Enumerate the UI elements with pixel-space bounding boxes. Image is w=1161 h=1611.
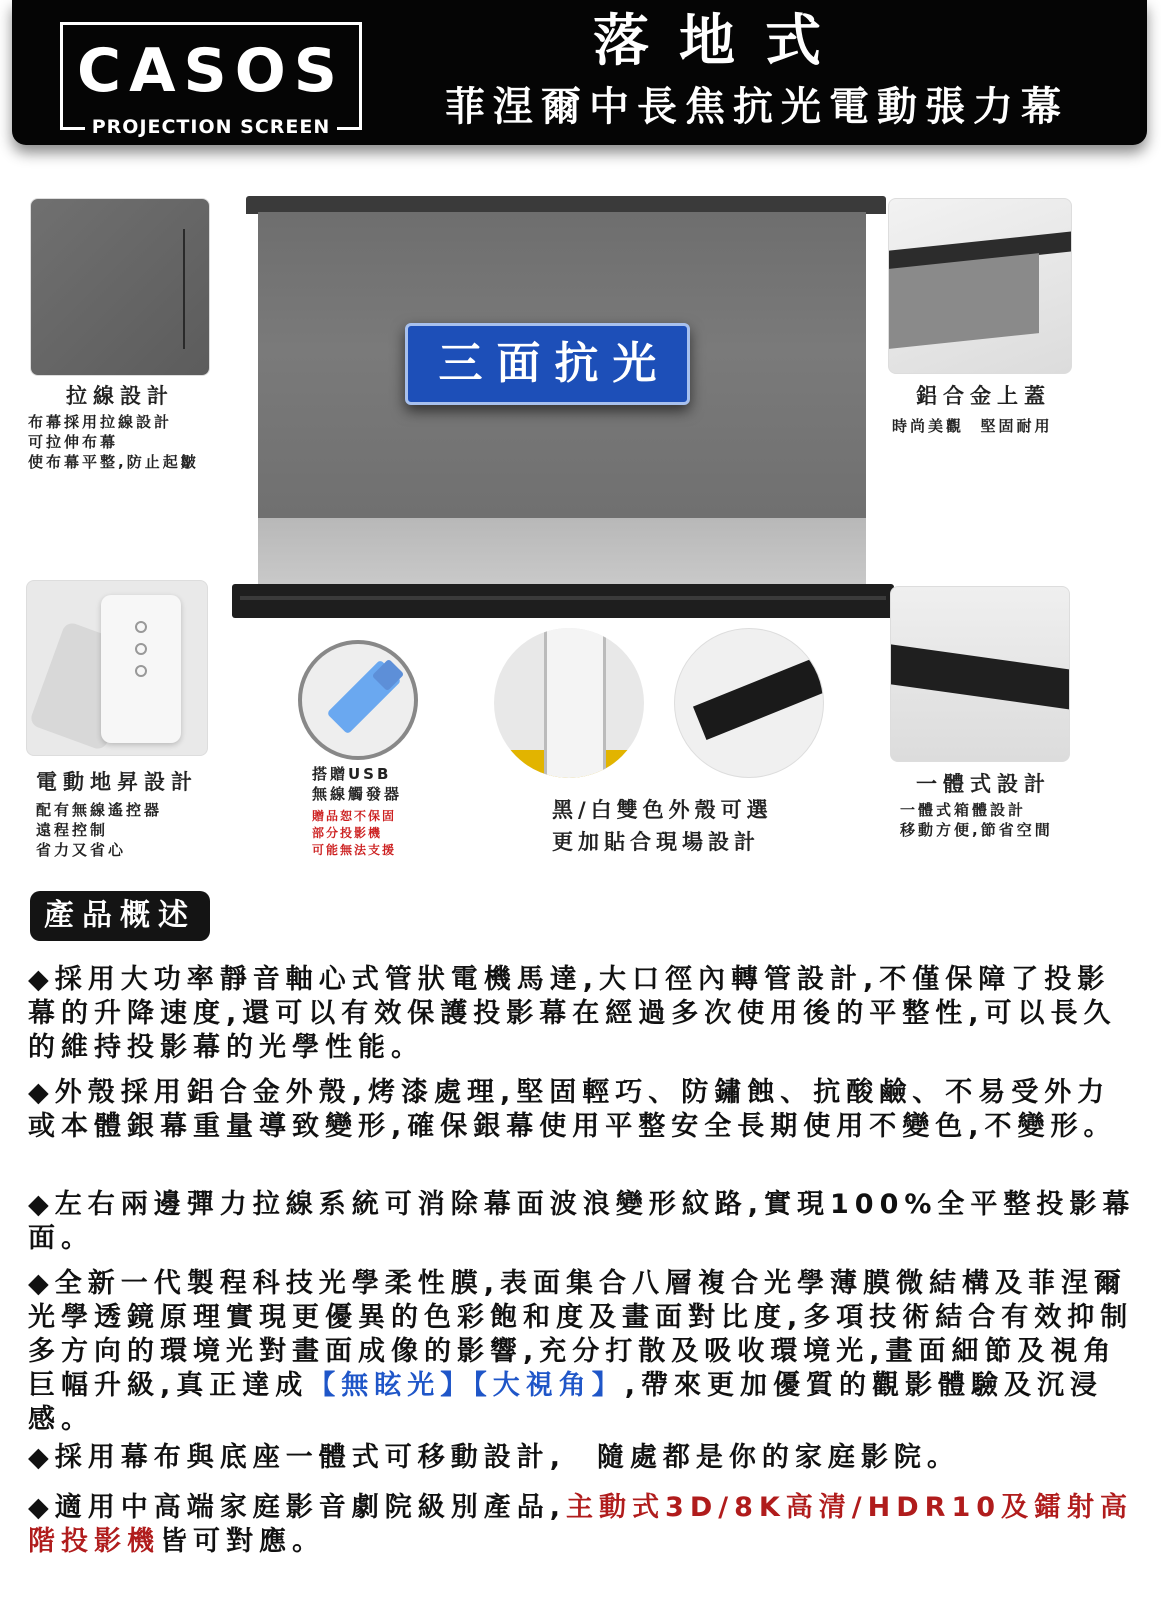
motor-desc (36, 800, 162, 860)
screen-base (232, 584, 894, 618)
remote-photo (26, 580, 208, 756)
overview-paragraph-4 (28, 1267, 1138, 1437)
remote-button-icon (135, 665, 147, 677)
color-desc (552, 794, 773, 858)
motor-line-2: 遠程控制 (36, 821, 109, 839)
integrated-title: 一體式設計 (916, 772, 1051, 796)
usb-line-1: 搭贈USB (312, 765, 392, 783)
p4-text-b: ,帶來更加優質的觀影體驗及沉浸感。 (28, 1370, 1104, 1435)
motor-line-1: 配有無線遙控器 (36, 801, 163, 819)
overview-paragraph-5: ◆採用幕布與底座一體式可移動設計, 隨處都是你的家庭影院。 (28, 1442, 960, 1473)
integrated-desc (900, 800, 1053, 840)
tension-line-3: 使布幕平整,防止起皺 (28, 453, 199, 471)
overview-paragraph-1: ◆採用大功率靜音軸心式管狀電機馬達,大口徑內轉管設計,不僅保障了投影幕的升降速度,還可以有效保護投影幕在經過多次使用後的平整性,可以長久的維持投影幕的光學性能。 (28, 964, 1117, 1063)
overview-tag: 產品概述 (30, 891, 210, 941)
anti-light-badge: 三面抗光 (405, 323, 690, 405)
usb-note-1: 贈品恕不保固 (312, 809, 397, 823)
usb-notes (312, 808, 396, 859)
p6-highlight-1: 主動式3D/8K高清/HDR10及 (566, 1492, 1035, 1523)
usb-photo (298, 640, 418, 760)
cover-title: 鋁合金上蓋 (916, 384, 1051, 408)
usb-note-3: 可能無法支援 (312, 843, 397, 857)
p4-text-a: ◆全新一代製程科技光學柔性膜,表面集合八層複合光學薄膜微結構及菲涅爾光學透鏡原理實現更優異的色彩飽和度及畫面對比度,多項技術結合有效抑制多方向的環境光對畫面成像的影響,充分打散及吸收環境光,畫面細節及視角巨幅升級,真正達成 (28, 1268, 1134, 1401)
integrated-line-1: 一體式箱體設計 (900, 801, 1027, 819)
integrated-line-2: 移動方便,節省空間 (900, 821, 1053, 839)
screen-lower-panel (258, 518, 866, 586)
remote-button-icon (135, 643, 147, 655)
cover-desc: 時尚美觀 堅固耐用 (892, 417, 1053, 435)
color-line-1: 黑/白雙色外殼可選 (552, 798, 773, 822)
motor-title: 電動地昇設計 (36, 770, 198, 794)
tension-photo (30, 198, 210, 376)
cover-photo (888, 198, 1072, 374)
overview-paragraph-6 (28, 1491, 1138, 1559)
tension-desc (28, 412, 199, 472)
usb-note-2: 部分投影機 (312, 826, 383, 840)
page-title: 落地式 (593, 9, 851, 74)
tension-title: 拉線設計 (66, 384, 174, 408)
logo-subtitle: PROJECTION SCREEN (85, 115, 337, 139)
p6-highlight-2: 鐳射高階投影機 (28, 1492, 1134, 1557)
header-banner (12, 0, 1147, 145)
brand-logo (60, 22, 362, 138)
cover-slope (889, 253, 1039, 349)
p4-highlight-2: 【大視角】 (473, 1370, 625, 1401)
overview-paragraph-3: ◆左右兩邊彈力拉線系統可消除幕面波浪變形紋路,實現100%全平整投影幕面。 (28, 1189, 1136, 1254)
remote-button-icon (135, 621, 147, 633)
p6-text-b: 皆可對應。 (160, 1526, 325, 1557)
tension-line-1: 布幕採用拉線設計 (28, 413, 173, 431)
page-subtitle: 菲涅爾中長焦抗光電動張力幕 (445, 84, 1069, 130)
tension-line-2: 可拉伸布幕 (28, 433, 119, 451)
white-case (544, 628, 606, 778)
usb-line-2: 無線觸發器 (312, 785, 403, 803)
black-case-photo (674, 628, 824, 778)
logo-text: CASOS (77, 36, 345, 106)
p6-text-a: ◆適用中高端家庭影音劇院級別產品, (28, 1492, 567, 1523)
p4-highlight-1: 【無眩光】 (308, 1370, 474, 1401)
motor-line-3: 省力又省心 (36, 841, 127, 859)
color-line-2: 更加貼合現場設計 (552, 830, 760, 854)
overview-paragraph-2: ◆外殼採用鋁合金外殼,烤漆處理,堅固輕巧、防鏽蝕、抗酸鹼、不易受外力或本體銀幕重量導致變形,確保銀幕使用平整安全長期使用不變色,不變形。 (28, 1077, 1117, 1142)
unit-box (891, 644, 1070, 709)
integrated-photo (890, 586, 1070, 762)
black-case (693, 658, 824, 740)
white-case-photo (494, 628, 644, 778)
usb-desc (312, 764, 402, 804)
